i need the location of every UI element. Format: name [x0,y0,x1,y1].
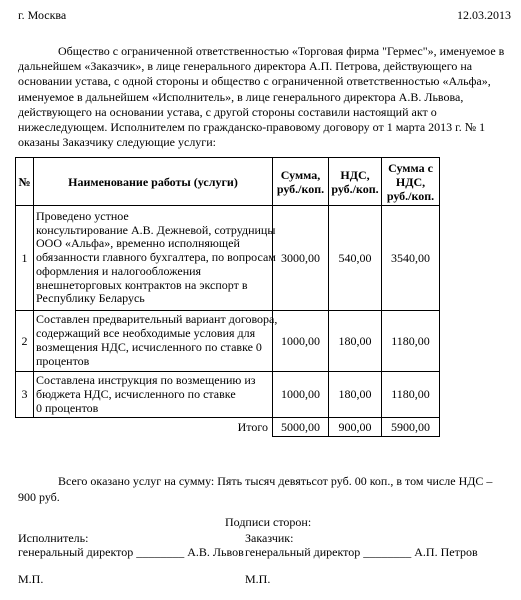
total-summary-line: Всего оказано услуг на сумму: Пять тысяч девятьсот руб. 00 коп., в том числе НДС – [58,474,493,488]
row-vat: 180,00 [329,372,382,418]
table-row [16,372,440,418]
intro-paragraph [18,44,506,150]
row-sum: 1000,00 [273,311,329,372]
col-header-sum: Сумма, руб./коп. [273,158,329,206]
row-number: 3 [16,372,34,418]
col-header-vat: НДС, руб./коп. [329,158,382,206]
row-number: 2 [16,311,34,372]
customer-stamp-place: М.П. [245,572,271,586]
table-total-row [16,418,440,437]
row-number: 1 [16,206,34,311]
intro-line: нижеследующем. Исполнителем по гражданско-правовому договору от 1 марта 2013 г. № 1 [18,120,486,135]
intro-line: именуемое в дальнейшем «Исполнитель», в лице генерального директора А.В. Львова, [18,89,464,104]
total-sum-with-vat: 5900,00 [382,418,440,437]
city-label: г. Москва [18,8,67,22]
table-header-row [16,158,440,206]
intro-line: оказаны Заказчику следующие услуги: [18,135,216,150]
customer-signature-line: генеральный директор ________ А.П. Петров [245,545,478,559]
row-vat: 540,00 [329,206,382,311]
customer-label: Заказчик: [245,531,294,545]
total-vat: 900,00 [329,418,382,437]
table-row [16,206,440,311]
intro-line: основании устава, с одной стороны и общество с ограниченной ответственностью «Альфа», [18,74,491,89]
row-sum-with-vat: 1180,00 [382,372,440,418]
services-table [15,157,440,437]
intro-line: дальнейшем «Заказчик», в лице генерального директора А.П. Петрова, действующего на [18,59,473,74]
executor-stamp-place: М.П. [18,572,44,586]
table-row [16,311,440,372]
total-summary-paragraph [18,474,506,505]
row-sum-with-vat: 3540,00 [382,206,440,311]
total-summary-line: 900 руб. [18,489,60,504]
row-description: Проведено устное консультирование А.В. Дежневой, сотрудницы ООО «Альфа», временно исполняющей обязанности главного бухгалтера, по вопросам оформления и налогообложения внешнеторговых контрактов на экспорт в Республику Беларусь [34,206,273,311]
document-date: 12.03.2013 [457,8,511,22]
executor-label: Исполнитель: [18,531,89,545]
intro-line: Общество с ограниченной ответственностью «Торговая фирма "Гермес"», именуемое в [58,44,505,58]
row-description: Составлен предварительный вариант договора, содержащий все необходимые условия для возмещения НДС, исчисленного по ставке 0 процентов [34,311,273,372]
intro-line: действующего на основании устава, с другой стороны составили настоящий акт о [18,104,437,119]
executor-signature-line: генеральный директор ________ А.В. Львов [18,545,244,559]
row-sum-with-vat: 1180,00 [382,311,440,372]
total-label: Итого [34,418,273,437]
row-description: Составлена инструкция по возмещению из бюджета НДС, исчисленного по ставке 0 процентов [34,372,273,418]
row-sum: 1000,00 [273,372,329,418]
total-spacer [16,418,34,437]
row-sum: 3000,00 [273,206,329,311]
signatures-title: Подписи сторон: [225,515,312,529]
total-sum: 5000,00 [273,418,329,437]
col-header-sum-with-vat: Сумма с НДС, руб./коп. [382,158,440,206]
col-header-num: № [16,158,34,206]
row-vat: 180,00 [329,311,382,372]
col-header-name: Наименование работы (услуги) [34,158,273,206]
